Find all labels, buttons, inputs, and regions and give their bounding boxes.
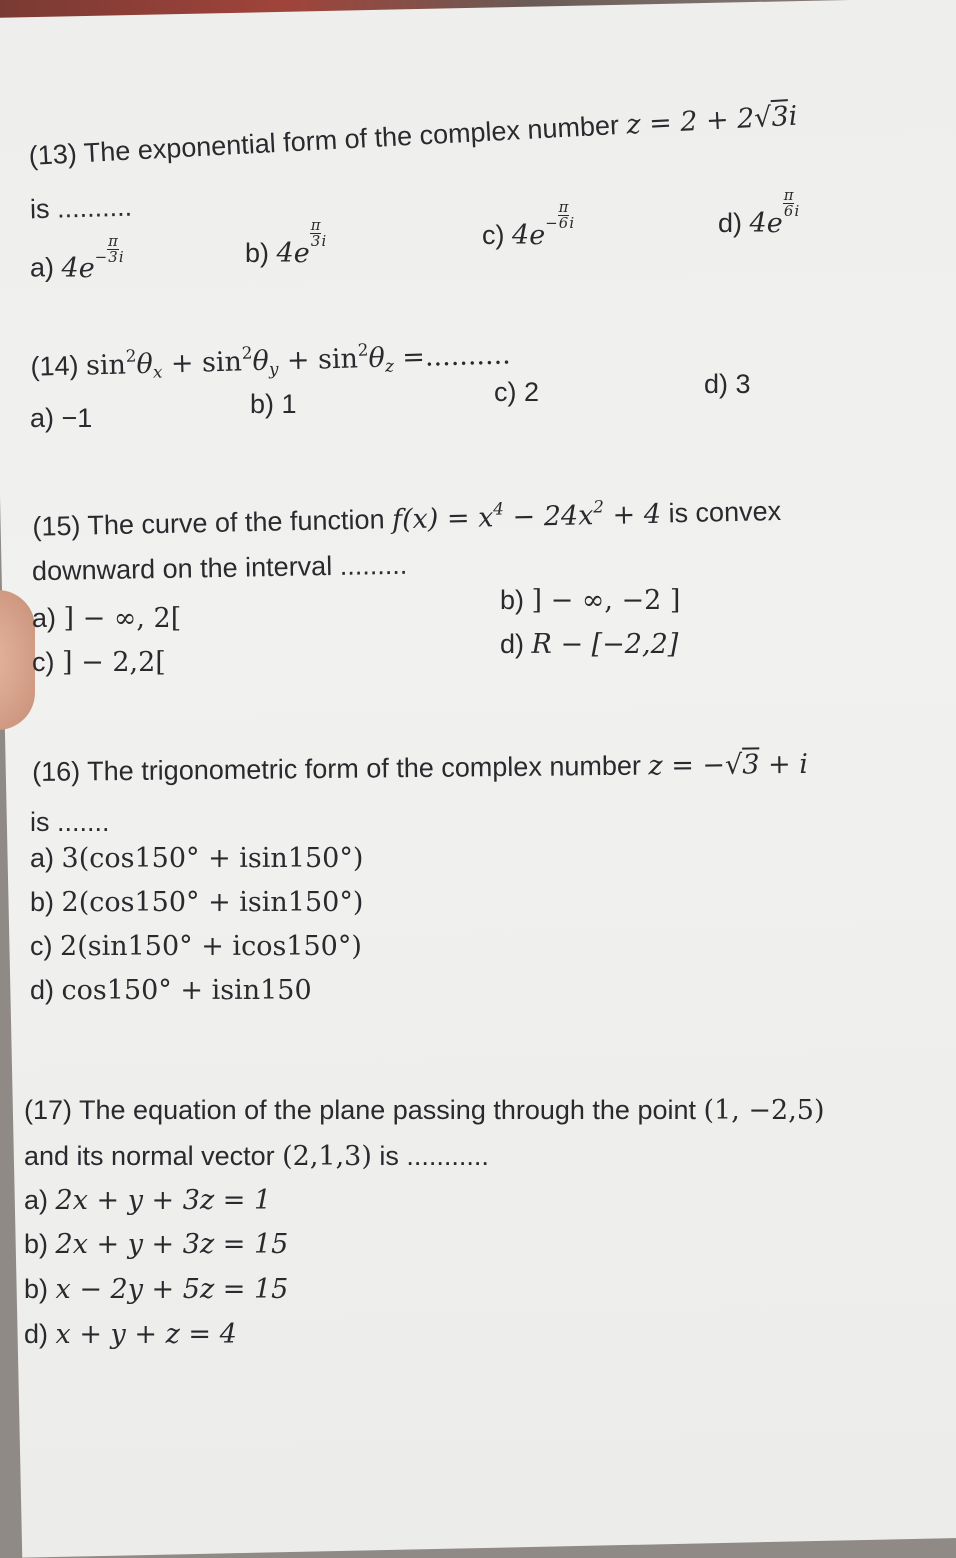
option-14d[interactable]: d) 3 xyxy=(704,369,751,399)
expression-render: z = 2 + 2√3i xyxy=(625,100,799,141)
option-value: ] − 2,2[ xyxy=(62,647,166,678)
question-text: and its normal vector xyxy=(24,1141,275,1171)
question-text-end: is ........... xyxy=(379,1141,489,1171)
option-14c[interactable]: c) 2 xyxy=(494,377,540,407)
question-number: (17) xyxy=(24,1095,73,1125)
option-value: cos150° + isin150 xyxy=(61,975,312,1006)
question-16-is: is ....... xyxy=(30,807,110,837)
expression-render: $f(x) = x^4 - 24x^2 + 4$ xyxy=(391,496,662,536)
option-render: 4e $\frac{\pi}{6}$ i xyxy=(749,186,800,240)
question-text: The exponential form of the complex number xyxy=(83,110,620,169)
question-number: (15) xyxy=(32,510,81,542)
option-17d[interactable]: d) x + y + z = 4 xyxy=(24,1319,237,1350)
option-17c[interactable]: b) x − 2y + 5z = 15 xyxy=(24,1274,289,1305)
option-13b[interactable]: b) 4e $\frac{\pi}{3}$ i xyxy=(245,216,327,270)
option-16d[interactable]: d) cos150° + isin150 xyxy=(30,975,312,1006)
expression-render: $\sin^2\theta x + \sin^2\theta y + \sin^2\theta z$ =.......... xyxy=(85,339,512,382)
option-render: 4e− $\frac{\pi}{6}$ i xyxy=(512,198,575,252)
option-15c[interactable]: c) ] − 2,2[ xyxy=(32,647,166,678)
option-value: x + y + z = 4 xyxy=(55,1319,237,1350)
question-text: The trigonometric form of the complex number xyxy=(87,750,642,787)
option-value: x − 2y + 5z = 15 xyxy=(55,1274,289,1305)
option-15d[interactable]: d) R − [−2,2] xyxy=(500,629,679,660)
option-16c[interactable]: c) 2(sin150° + icos150°) xyxy=(30,931,362,962)
option-value: ] − ∞, 2[ xyxy=(63,603,182,634)
option-value: 2 xyxy=(524,377,540,407)
option-value: 2x + y + 3z = 15 xyxy=(55,1229,289,1260)
thumb xyxy=(0,590,35,730)
option-14b[interactable]: b) 1 xyxy=(250,389,297,419)
question-text: The curve of the function xyxy=(87,504,385,541)
option-17a[interactable]: a) 2x + y + 3z = 1 xyxy=(24,1185,272,1216)
option-value: R − [−2,2] xyxy=(531,629,679,660)
question-13-is: is .......... xyxy=(29,191,133,225)
option-17b[interactable]: b) 2x + y + 3z = 15 xyxy=(24,1229,289,1260)
question-number: (14) xyxy=(30,350,79,382)
option-14a[interactable]: a) −1 xyxy=(30,403,93,433)
option-value: 3(cos150° + isin150°) xyxy=(61,843,364,874)
question-17-line2 xyxy=(24,1140,489,1173)
option-value: −1 xyxy=(61,403,93,433)
option-13a[interactable]: a) 4e− $\frac{\pi}{3}$ i xyxy=(30,232,124,284)
option-16b[interactable]: b) 2(cos150° + isin150°) xyxy=(30,887,364,918)
option-value: 2(sin150° + icos150°) xyxy=(60,931,362,962)
vector: (2,1,3) xyxy=(282,1141,372,1172)
question-text-end: is convex xyxy=(668,496,782,529)
question-text: The equation of the plane passing through the point xyxy=(79,1095,696,1125)
expression-render: z = −√3 + i xyxy=(648,748,809,782)
option-value: 2(cos150° + isin150°) xyxy=(61,887,364,918)
option-13c[interactable]: c) 4e− $\frac{\pi}{6}$ i xyxy=(482,198,575,252)
question-number: (13) xyxy=(28,138,78,171)
point: (1, −2,5) xyxy=(703,1095,825,1126)
option-13d[interactable]: d) 4e $\frac{\pi}{6}$ i xyxy=(718,186,800,240)
question-number: (16) xyxy=(32,756,81,787)
option-value: ] − ∞, −2 ] xyxy=(531,585,681,616)
option-16a[interactable]: a) 3(cos150° + isin150°) xyxy=(30,843,364,874)
option-value: 2x + y + 3z = 1 xyxy=(55,1185,272,1216)
question-15-line2: downward on the interval ......... xyxy=(31,549,408,587)
option-value: 1 xyxy=(281,389,297,419)
option-15b[interactable]: b) ] − ∞, −2 ] xyxy=(500,585,681,616)
option-render: 4e $\frac{\pi}{3}$ i xyxy=(276,216,327,270)
option-render: 4e− $\frac{\pi}{3}$ i xyxy=(61,232,124,284)
option-15a[interactable]: a) ] − ∞, 2[ xyxy=(32,603,182,634)
question-17 xyxy=(24,1094,825,1127)
option-value: 3 xyxy=(735,369,751,399)
